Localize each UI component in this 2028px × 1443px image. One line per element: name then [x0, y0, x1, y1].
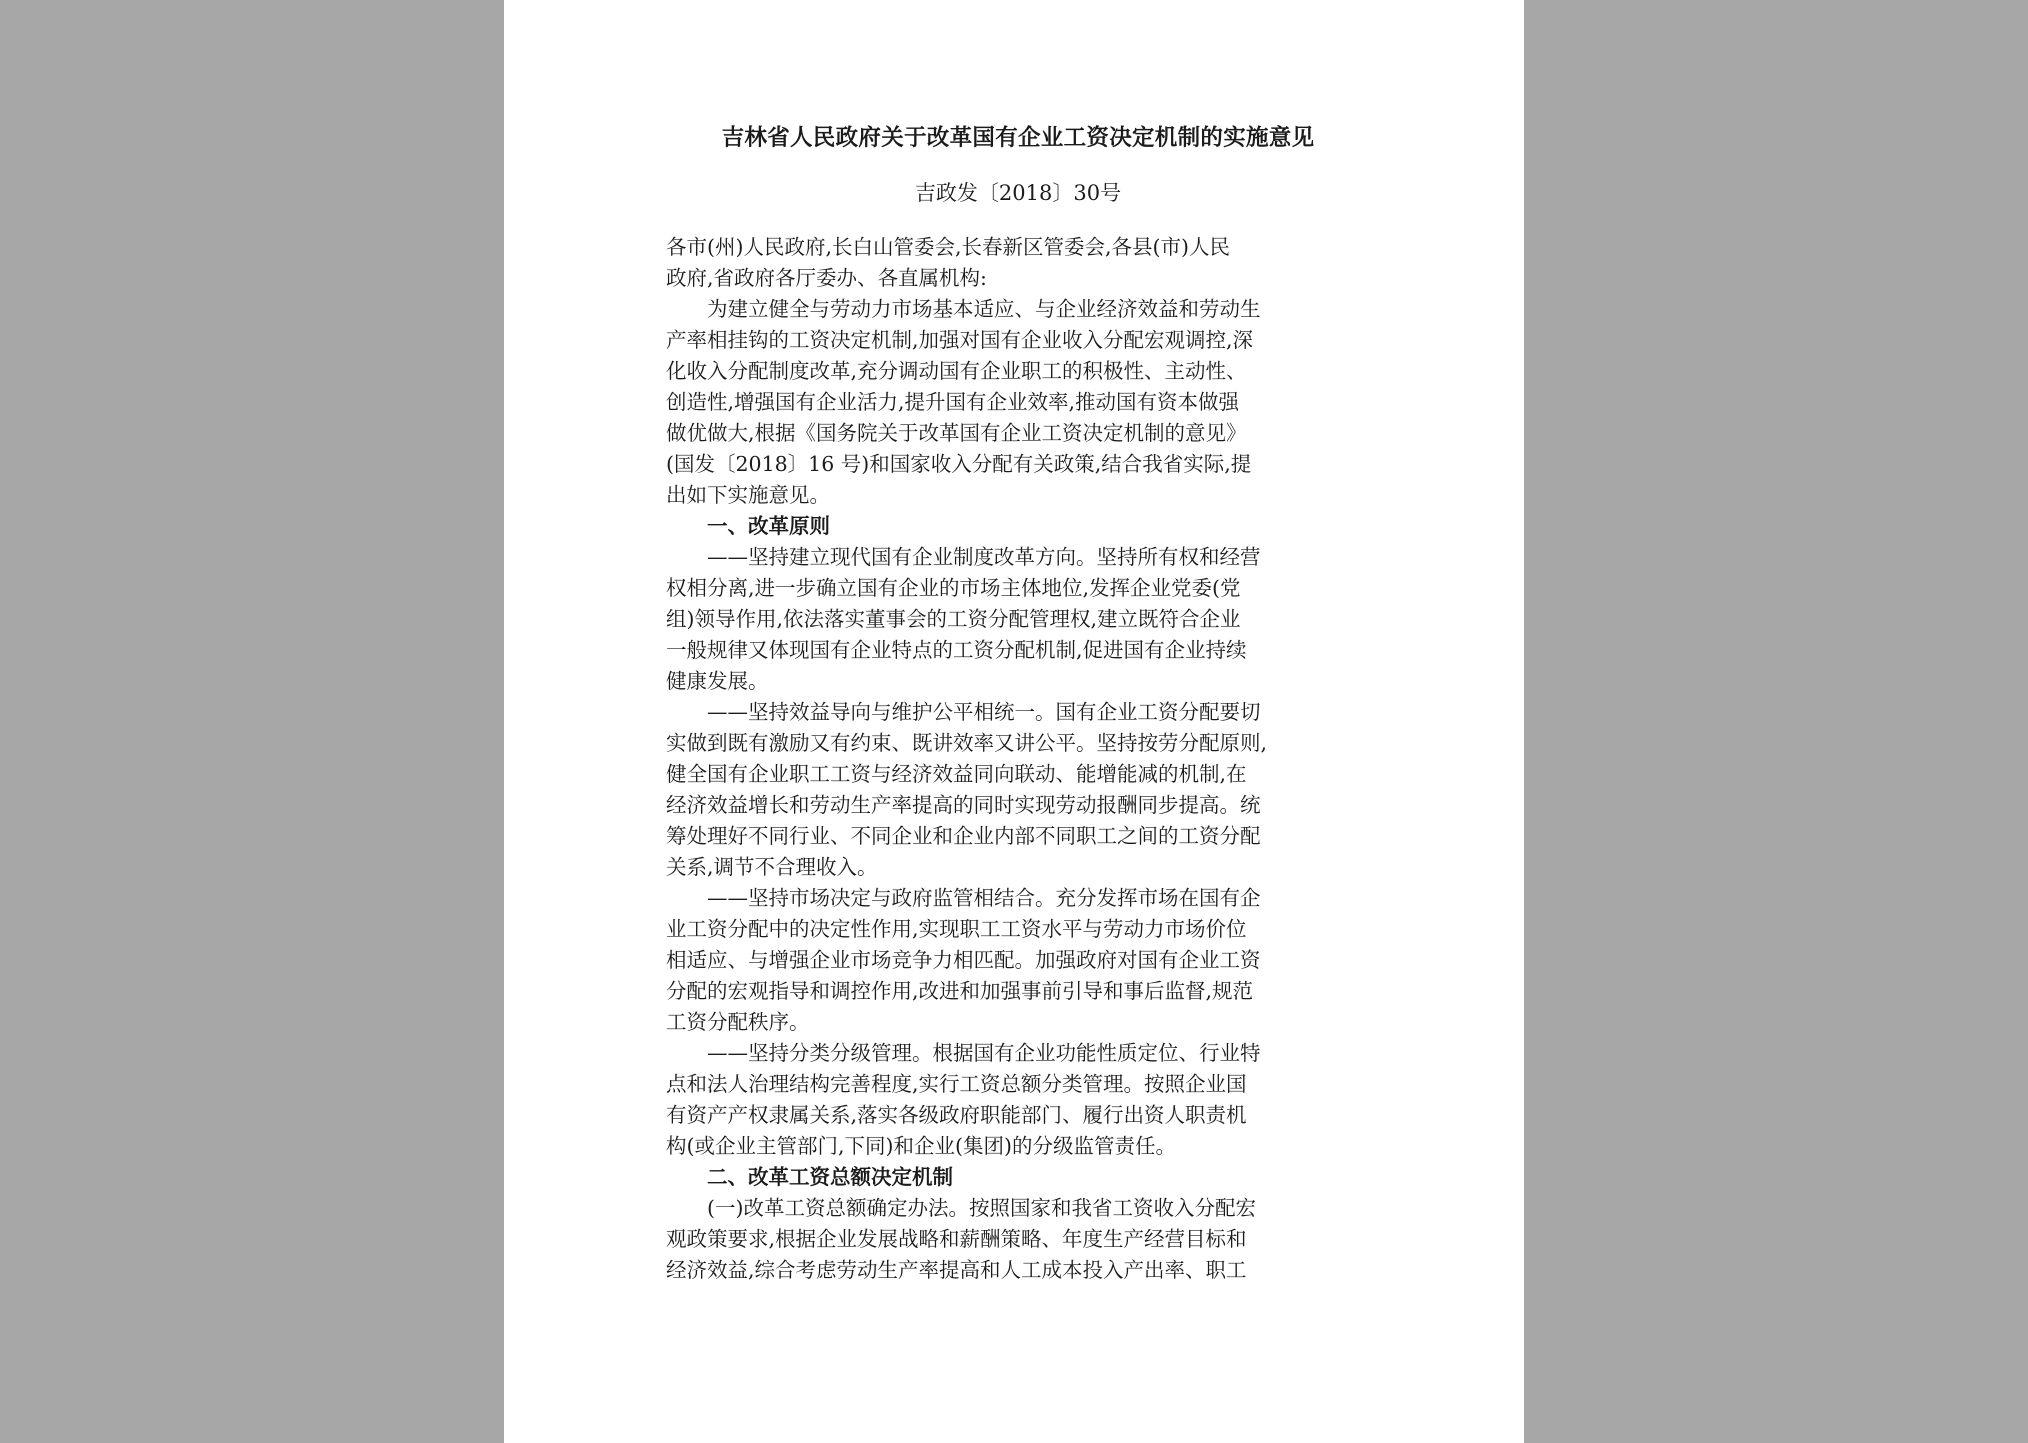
body-line: 筹处理好不同行业、不同企业和企业内部不同职工之间的工资分配: [666, 824, 1261, 848]
document-page: [504, 0, 1524, 1443]
body-line: (一)改革工资总额确定办法。按照国家和我省工资收入分配宏: [707, 1196, 1256, 1220]
body-line: 健全国有企业职工工资与经济效益同向联动、能增能减的机制,在: [666, 762, 1247, 786]
body-line: 化收入分配制度改革,充分调动国有企业职工的积极性、主动性、: [666, 359, 1247, 383]
section-heading: 二、改革工资总额决定机制: [707, 1165, 953, 1189]
body-line: 业工资分配中的决定性作用,实现职工工资水平与劳动力市场价位: [666, 917, 1247, 941]
document-number: 吉政发〔2018〕30号: [914, 181, 1122, 205]
body-line: 权相分离,进一步确立国有企业的市场主体地位,发挥企业党委(党: [666, 576, 1241, 600]
body-line: 创造性,增强国有企业活力,提升国有企业效率,推动国有资本做强: [666, 390, 1240, 414]
body-line: 分配的宏观指导和调控作用,改进和加强事前引导和事后监督,规范: [666, 979, 1254, 1003]
body-line: ——坚持效益导向与维护公平相统一。国有企业工资分配要切: [707, 700, 1261, 724]
body-line: 关系,调节不合理收入。: [666, 855, 878, 879]
body-line: 健康发展。: [666, 669, 769, 693]
body-line: (国发〔2018〕16 号)和国家收入分配有关政策,结合我省实际,提: [666, 452, 1252, 476]
body-line: 经济效益增长和劳动生产率提高的同时实现劳动报酬同步提高。统: [666, 793, 1261, 817]
body-line: 实做到既有激励又有约束、既讲效率又讲公平。坚持按劳分配原则,: [666, 731, 1268, 755]
body-line: 组)领导作用,依法落实董事会的工资分配管理权,建立既符合企业: [666, 607, 1241, 631]
body-line: 做优做大,根据《国务院关于改革国有企业工资决定机制的意见》: [666, 421, 1247, 445]
body-line: 政府,省政府各厅委办、各直属机构:: [666, 266, 987, 290]
section-heading: 一、改革原则: [707, 514, 830, 538]
body-line: 为建立健全与劳动力市场基本适应、与企业经济效益和劳动生: [707, 297, 1261, 321]
body-line: ——坚持建立现代国有企业制度改革方向。坚持所有权和经营: [707, 545, 1261, 569]
document-body: [666, 232, 1370, 1286]
body-line: 一般规律又体现国有企业特点的工资分配机制,促进国有企业持续: [666, 638, 1247, 662]
body-line: 各市(州)人民政府,长白山管委会,长春新区管委会,各县(市)人民: [666, 235, 1231, 259]
body-line: 工资分配秩序。: [666, 1010, 810, 1034]
body-line: 经济效益,综合考虑劳动生产率提高和人工成本投入产出率、职工: [666, 1258, 1247, 1282]
body-line: 观政策要求,根据企业发展战略和薪酬策略、年度生产经营目标和: [666, 1227, 1247, 1251]
body-line: ——坚持市场决定与政府监管相结合。充分发挥市场在国有企: [707, 886, 1261, 910]
body-line: 点和法人治理结构完善程度,实行工资总额分类管理。按照企业国: [666, 1072, 1247, 1096]
body-line: 出如下实施意见。: [666, 483, 830, 507]
body-line: 相适应、与增强企业市场竞争力相匹配。加强政府对国有企业工资: [666, 948, 1261, 972]
body-line: 构(或企业主管部门,下同)和企业(集团)的分级监管责任。: [666, 1134, 1177, 1158]
body-line: ——坚持分类分级管理。根据国有企业功能性质定位、行业特: [707, 1041, 1261, 1065]
document-content: [666, 120, 1370, 1286]
document-title: 吉林省人民政府关于改革国有企业工资决定机制的实施意见: [721, 125, 1315, 151]
body-line: 产率相挂钩的工资决定机制,加强对国有企业收入分配宏观调控,深: [666, 328, 1254, 352]
body-line: 有资产产权隶属关系,落实各级政府职能部门、履行出资人职责机: [666, 1103, 1247, 1127]
